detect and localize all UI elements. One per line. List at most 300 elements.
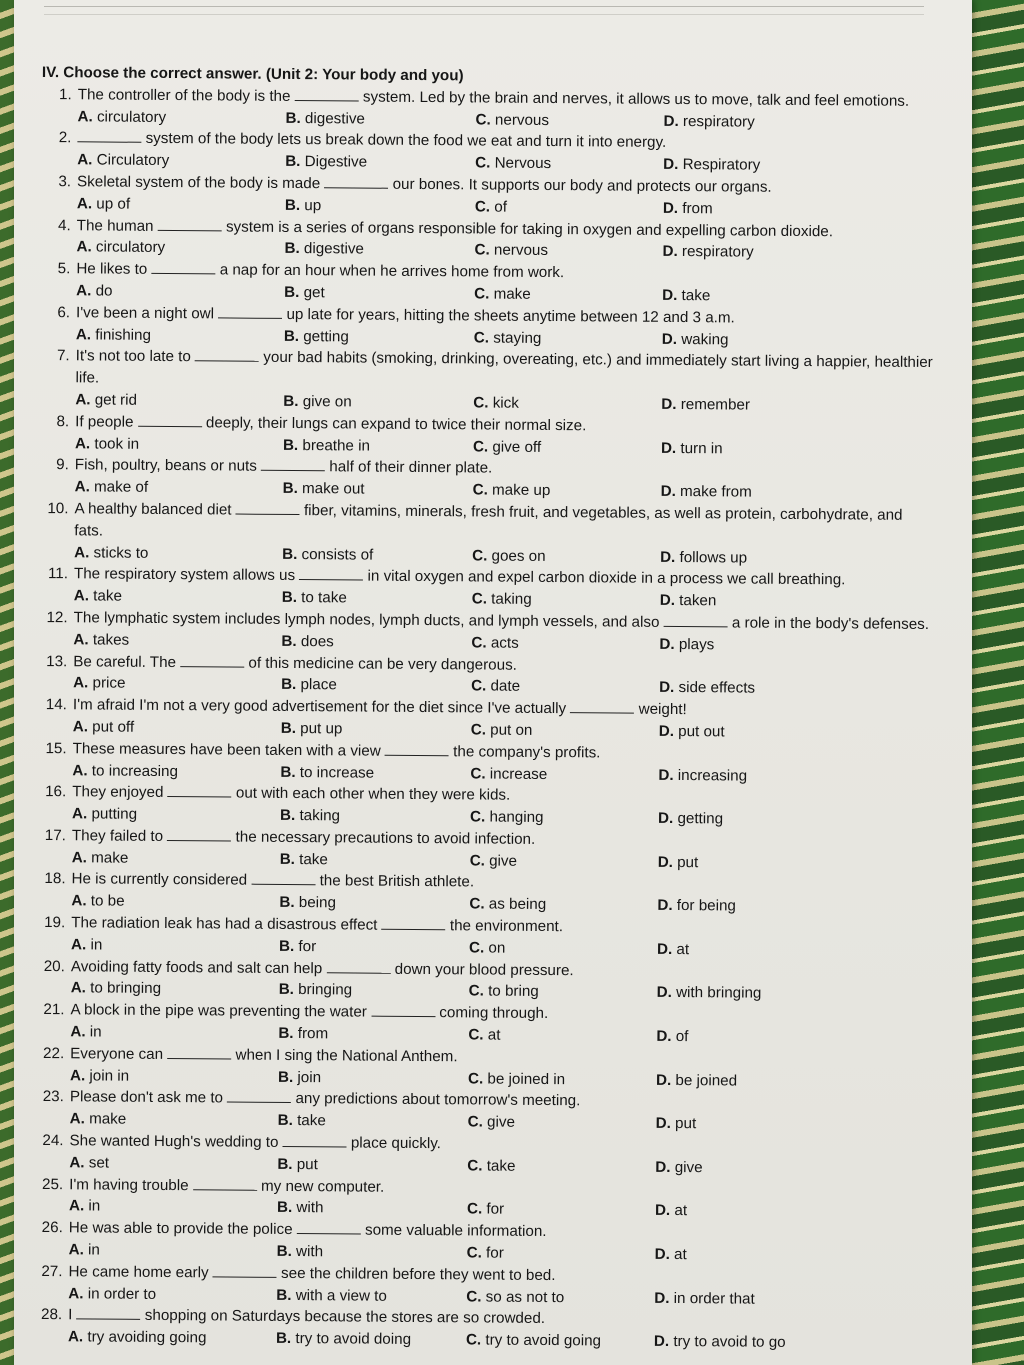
question-item: [36, 563, 941, 614]
option-letter: D.: [662, 286, 678, 304]
answer-blank[interactable]: [168, 782, 232, 798]
answer-blank[interactable]: [77, 128, 141, 144]
answer-blank[interactable]: [385, 740, 449, 756]
question-item: [39, 84, 944, 135]
answer-option[interactable]: [663, 198, 863, 221]
question-text-before: He came home early: [68, 1263, 209, 1282]
option-letter: A.: [71, 848, 88, 867]
answer-option[interactable]: [283, 478, 473, 501]
answer-option[interactable]: [280, 849, 470, 872]
answer-blank[interactable]: [227, 1088, 291, 1104]
option-text: does: [296, 632, 334, 651]
question-number: 24.: [42, 1132, 64, 1150]
answer-option[interactable]: [656, 1026, 856, 1049]
answer-option[interactable]: [70, 1065, 278, 1088]
question-text-before: These measures have been taken with a view: [72, 739, 381, 760]
option-text: get: [299, 284, 325, 302]
answer-blank[interactable]: [218, 303, 282, 319]
answer-option[interactable]: [660, 590, 860, 613]
answer-option[interactable]: [468, 1068, 656, 1091]
answer-option[interactable]: [657, 895, 857, 918]
option-letter: C.: [472, 437, 489, 456]
answer-option[interactable]: [276, 1285, 466, 1308]
answer-option[interactable]: [466, 1286, 654, 1309]
answer-option[interactable]: [661, 481, 861, 504]
option-letter: A.: [76, 195, 93, 213]
answer-option[interactable]: [656, 1113, 856, 1136]
option-letter: B.: [280, 807, 296, 825]
answer-blank[interactable]: [324, 173, 388, 189]
answer-option[interactable]: [279, 892, 469, 915]
question-text: [75, 346, 935, 396]
option-letter: C.: [475, 154, 491, 172]
question-item: [38, 215, 943, 266]
option-letter: B.: [285, 153, 301, 171]
question-text-after: system is a series of organs responsible for taking in oxygen and expelling carbon dioxide.: [221, 218, 834, 240]
answer-option[interactable]: [654, 1287, 854, 1310]
option-letter: B.: [284, 196, 301, 214]
option-text: bringing: [293, 981, 353, 999]
question-number: 2.: [58, 129, 72, 147]
background-mat-right: [964, 0, 1024, 1365]
option-text: date: [486, 677, 521, 696]
option-letter: B.: [278, 1024, 294, 1043]
option-text: take: [88, 587, 122, 605]
answer-option[interactable]: [68, 1326, 276, 1349]
option-letter: D.: [656, 984, 672, 1002]
question-item: [38, 258, 943, 309]
option-letter: C.: [467, 1157, 483, 1175]
answer-option[interactable]: [474, 327, 662, 350]
answer-option[interactable]: [472, 589, 660, 612]
option-text: nervous: [490, 111, 550, 129]
answer-option[interactable]: [72, 847, 280, 870]
option-text: price: [88, 674, 126, 693]
option-letter: D.: [654, 1289, 670, 1307]
answer-option[interactable]: [277, 1197, 467, 1220]
answer-option[interactable]: [282, 543, 472, 566]
question-text-before: Fish, poultry, beans or nuts: [74, 456, 257, 476]
question-text-before: A healthy balanced diet: [74, 500, 232, 519]
answer-option[interactable]: [278, 1110, 468, 1133]
option-letter: A.: [74, 478, 90, 496]
question-list: [30, 84, 945, 1355]
answer-option[interactable]: [285, 108, 475, 131]
answer-option[interactable]: [69, 1152, 277, 1175]
answer-option[interactable]: [75, 476, 283, 499]
question-text-before: The human: [76, 216, 154, 235]
question-text-before: She wanted Hugh's wedding to: [69, 1132, 279, 1151]
answer-option[interactable]: [69, 1196, 277, 1219]
answer-option[interactable]: [71, 978, 279, 1001]
answer-option[interactable]: [281, 631, 471, 654]
answer-option[interactable]: [283, 434, 473, 457]
answer-option[interactable]: [278, 1067, 468, 1090]
answer-option[interactable]: [72, 760, 280, 783]
option-letter: C.: [472, 546, 488, 565]
answer-blank[interactable]: [180, 652, 244, 668]
question-item: [37, 454, 942, 505]
answer-option[interactable]: [70, 1021, 278, 1044]
option-text: take: [677, 286, 711, 305]
question-text-before: The respiratory system allows us: [73, 565, 296, 585]
answer-option[interactable]: [77, 193, 285, 216]
answer-option[interactable]: [284, 238, 474, 261]
answer-option[interactable]: [468, 1112, 656, 1135]
answer-option[interactable]: [471, 719, 659, 742]
answer-blank[interactable]: [261, 456, 325, 472]
answer-option[interactable]: [661, 394, 861, 417]
question-text-before: Avoiding fatty foods and salt can help: [70, 957, 323, 977]
option-text: nervous: [489, 241, 549, 260]
answer-option[interactable]: [76, 280, 284, 303]
option-text: breathe in: [298, 436, 371, 455]
option-text: increase: [485, 765, 548, 783]
answer-option[interactable]: [474, 283, 662, 306]
answer-option[interactable]: [285, 195, 475, 218]
option-letter: C.: [467, 1070, 484, 1088]
option-text: try avoiding going: [83, 1328, 207, 1347]
answer-option[interactable]: [468, 1024, 656, 1047]
answer-blank[interactable]: [167, 1044, 231, 1060]
answer-blank[interactable]: [297, 1219, 361, 1235]
answer-option[interactable]: [662, 328, 862, 351]
question-item: [35, 607, 940, 658]
option-text: remember: [676, 395, 751, 414]
question-number: 12.: [46, 608, 68, 627]
question-text-before: A block in the pipe was preventing the water: [70, 1001, 367, 1021]
answer-blank[interactable]: [138, 412, 202, 428]
option-letter: C.: [471, 677, 487, 695]
option-text: make: [489, 285, 531, 303]
option-letter: D.: [657, 897, 673, 915]
option-letter: D.: [653, 1333, 670, 1351]
answer-option[interactable]: [74, 542, 282, 565]
option-letter: C.: [466, 1200, 483, 1218]
answer-option[interactable]: [73, 629, 281, 652]
answer-blank[interactable]: [151, 259, 215, 275]
answer-option[interactable]: [69, 1239, 277, 1262]
option-letter: D.: [660, 483, 676, 501]
answer-option[interactable]: [655, 1244, 855, 1267]
answer-blank[interactable]: [251, 870, 315, 886]
option-text: join in: [85, 1067, 130, 1085]
answer-option[interactable]: [279, 979, 469, 1002]
answer-blank[interactable]: [371, 1002, 435, 1018]
option-text: with: [291, 1243, 324, 1261]
option-text: Nervous: [490, 154, 552, 173]
answer-option[interactable]: [663, 154, 863, 177]
option-letter: B.: [277, 1112, 293, 1130]
answer-option[interactable]: [471, 676, 659, 699]
option-letter: C.: [468, 982, 484, 1000]
question-text-after: shopping on Saturdays because the stores are so crowded.: [140, 1307, 546, 1328]
option-text: circulatory: [92, 108, 167, 126]
answer-option[interactable]: [75, 433, 283, 456]
answer-option[interactable]: [469, 981, 657, 1004]
answer-blank[interactable]: [295, 86, 359, 102]
answer-blank[interactable]: [664, 612, 728, 628]
option-text: hanging: [485, 808, 544, 827]
option-text: in: [86, 936, 103, 954]
option-letter: D.: [657, 853, 673, 871]
exercise-heading: IV. Choose the correct answer. (Unit 2: Your body and you): [41, 64, 464, 85]
answer-option[interactable]: [658, 764, 858, 787]
answer-option[interactable]: [75, 389, 283, 412]
answer-option[interactable]: [659, 634, 859, 657]
option-letter: B.: [276, 1242, 292, 1261]
question-number: 15.: [45, 739, 67, 757]
question-text-before: I've been a night owl: [75, 304, 215, 323]
answer-option[interactable]: [280, 761, 470, 784]
question-stem-row: [37, 345, 942, 396]
option-text: in: [85, 1023, 102, 1041]
answer-option[interactable]: [471, 632, 659, 655]
answer-option[interactable]: [655, 1157, 855, 1180]
option-text: place: [296, 676, 337, 694]
option-text: put: [292, 1155, 318, 1174]
question-item: [33, 912, 938, 963]
option-text: give: [484, 852, 518, 870]
option-text: Digestive: [300, 153, 368, 171]
answer-option[interactable]: [662, 241, 862, 264]
option-text: give: [670, 1158, 703, 1177]
question-item: [38, 302, 943, 353]
option-letter: A.: [77, 151, 93, 169]
answer-option[interactable]: [77, 149, 285, 172]
answer-option[interactable]: [658, 808, 858, 831]
answer-option[interactable]: [656, 1070, 856, 1093]
option-letter: A.: [74, 434, 91, 452]
answer-option[interactable]: [73, 716, 281, 739]
option-text: put: [670, 1115, 697, 1133]
answer-option[interactable]: [475, 153, 663, 176]
answer-option[interactable]: [469, 894, 657, 917]
question-text-before: Skeletal system of the body is made: [76, 173, 321, 193]
option-letter: D.: [660, 439, 677, 457]
option-letter: D.: [660, 548, 676, 566]
question-text-before: The radiation leak has had a disastrous effect: [71, 914, 378, 934]
option-letter: C.: [466, 1288, 482, 1306]
answer-option[interactable]: [467, 1155, 655, 1178]
answer-option[interactable]: [473, 480, 661, 503]
option-text: in: [83, 1241, 100, 1259]
option-text: give: [482, 1113, 516, 1132]
answer-option[interactable]: [475, 109, 663, 132]
option-text: to take: [296, 589, 347, 607]
option-text: at: [670, 1202, 688, 1220]
answer-option[interactable]: [71, 891, 279, 914]
answer-option[interactable]: [70, 1109, 278, 1132]
answer-option[interactable]: [469, 937, 657, 960]
answer-option[interactable]: [280, 805, 470, 828]
option-text: follows up: [675, 548, 748, 567]
answer-option[interactable]: [73, 673, 281, 696]
option-letter: B.: [276, 1199, 293, 1217]
question-text-after: the necessary precautions to avoid infection.: [231, 828, 536, 848]
answer-option[interactable]: [279, 936, 469, 959]
option-text: put off: [87, 718, 135, 736]
answer-option[interactable]: [470, 850, 658, 873]
option-text: from: [293, 1025, 329, 1043]
answer-option[interactable]: [654, 1331, 854, 1354]
question-number: 25.: [41, 1175, 64, 1193]
answer-option[interactable]: [660, 546, 860, 569]
answer-blank[interactable]: [382, 915, 446, 931]
answer-option[interactable]: [68, 1283, 276, 1306]
question-text-before: He likes to: [76, 260, 148, 279]
answer-option[interactable]: [473, 436, 661, 459]
answer-blank[interactable]: [299, 565, 363, 581]
option-letter: D.: [662, 243, 678, 261]
question-number: 10.: [47, 500, 69, 518]
answer-option[interactable]: [284, 282, 474, 305]
option-letter: B.: [284, 240, 300, 258]
answer-option[interactable]: [278, 1023, 468, 1046]
option-letter: D.: [658, 722, 675, 740]
question-text-after: fiber, vitamins, minerals, fresh fruit, and vegetables, as well as protein, carbohydrate, and fats.: [74, 501, 903, 540]
question-number: 9.: [56, 456, 69, 474]
answer-option[interactable]: [467, 1199, 655, 1222]
answer-option[interactable]: [281, 718, 471, 741]
option-text: from: [677, 199, 713, 218]
answer-option[interactable]: [277, 1241, 467, 1264]
question-text-after: system. Led by the brain and nerves, it allows us to move, talk and feel emotions.: [358, 88, 910, 110]
option-letter: D.: [654, 1202, 671, 1220]
option-text: get rid: [90, 391, 138, 409]
option-letter: B.: [276, 1286, 292, 1304]
option-letter: B.: [280, 763, 296, 781]
option-letter: B.: [279, 850, 296, 868]
question-text-after: any predictions about tomorrow's meeting.: [291, 1090, 581, 1110]
option-letter: B.: [282, 436, 299, 454]
answer-option[interactable]: [659, 721, 859, 744]
question-text-after: the company's profits.: [448, 742, 601, 762]
option-text: getting: [298, 327, 349, 345]
option-letter: A.: [76, 238, 92, 256]
answer-option[interactable]: [283, 391, 473, 414]
answer-option[interactable]: [72, 803, 280, 826]
option-letter: C.: [475, 111, 491, 129]
answer-option[interactable]: [284, 325, 474, 348]
question-number: 17.: [44, 826, 66, 845]
option-text: getting: [673, 810, 724, 828]
option-text: kick: [488, 394, 519, 412]
option-letter: D.: [662, 199, 679, 217]
answer-option[interactable]: [77, 106, 285, 129]
option-text: on: [484, 939, 506, 957]
option-letter: B.: [278, 981, 294, 999]
answer-option[interactable]: [276, 1328, 466, 1351]
answer-blank[interactable]: [158, 216, 222, 232]
answer-option[interactable]: [661, 437, 861, 460]
option-text: try to avoid to go: [669, 1333, 786, 1352]
answer-blank[interactable]: [167, 826, 231, 842]
answer-blank[interactable]: [326, 958, 390, 974]
question-item: [31, 1174, 936, 1225]
question-number: 3.: [58, 173, 72, 191]
option-letter: B.: [281, 589, 298, 607]
question-text-after: a nap for an hour when he arrives home from work.: [215, 261, 565, 282]
question-item: [30, 1304, 935, 1355]
question-item: [39, 127, 944, 178]
option-letter: D.: [655, 1115, 671, 1133]
answer-option[interactable]: [285, 151, 475, 174]
answer-option[interactable]: [466, 1330, 654, 1353]
answer-option[interactable]: [473, 392, 661, 415]
question-number: 16.: [45, 783, 67, 801]
option-text: taking: [486, 590, 532, 609]
answer-option[interactable]: [76, 324, 284, 347]
answer-blank[interactable]: [236, 499, 300, 515]
answer-option[interactable]: [467, 1242, 655, 1265]
answer-option[interactable]: [663, 110, 863, 133]
option-letter: B.: [284, 283, 300, 302]
option-text: goes on: [487, 547, 546, 565]
question-text-before: Everyone can: [70, 1045, 164, 1063]
answer-option[interactable]: [659, 677, 859, 700]
answer-option[interactable]: [472, 545, 660, 568]
answer-option[interactable]: [475, 196, 663, 219]
answer-option[interactable]: [277, 1154, 467, 1177]
option-letter: C.: [467, 1113, 483, 1131]
answer-option[interactable]: [658, 852, 858, 875]
option-text: at: [483, 1026, 501, 1044]
option-letter: D.: [663, 156, 679, 174]
answer-option[interactable]: [76, 237, 284, 260]
answer-option[interactable]: [470, 806, 658, 829]
answer-blank[interactable]: [570, 698, 634, 714]
answer-option[interactable]: [71, 934, 279, 957]
answer-blank[interactable]: [193, 1175, 257, 1191]
answer-option[interactable]: [74, 585, 282, 608]
answer-option[interactable]: [282, 587, 472, 610]
question-text-before: They failed to: [71, 827, 164, 845]
option-text: at: [672, 940, 690, 959]
option-letter: D.: [658, 766, 674, 784]
answer-option[interactable]: [657, 939, 857, 962]
answer-blank[interactable]: [213, 1262, 277, 1278]
question-number: 5.: [57, 260, 71, 278]
option-letter: B.: [285, 109, 301, 127]
answer-blank[interactable]: [77, 1305, 141, 1321]
option-text: join: [293, 1068, 322, 1086]
question-number: 23.: [42, 1088, 64, 1106]
answer-blank[interactable]: [195, 347, 259, 363]
option-text: respiratory: [677, 243, 754, 261]
answer-option[interactable]: [474, 240, 662, 263]
question-item: [37, 411, 942, 462]
option-text: in: [84, 1197, 101, 1215]
answer-option[interactable]: [657, 982, 857, 1005]
answer-option[interactable]: [655, 1200, 855, 1223]
option-text: finishing: [90, 325, 152, 344]
question-text-after: up late for years, hitting the sheets anytime between 12 and 3 a.m.: [282, 305, 735, 327]
question-text-after: deeply, their lungs can expand to twice their normal size.: [201, 414, 587, 435]
option-letter: C.: [472, 481, 488, 499]
question-text-before: Be careful. The: [73, 652, 177, 671]
option-letter: C.: [474, 241, 490, 259]
question-text-after: a role in the body's defenses.: [727, 614, 930, 633]
answer-option[interactable]: [470, 763, 658, 786]
answer-blank[interactable]: [283, 1132, 347, 1148]
question-number: 28.: [40, 1306, 63, 1324]
answer-option[interactable]: [281, 674, 471, 697]
option-text: take: [292, 1112, 326, 1130]
question-item: [30, 1261, 935, 1312]
answer-option[interactable]: [662, 285, 862, 308]
option-letter: B.: [279, 894, 295, 912]
